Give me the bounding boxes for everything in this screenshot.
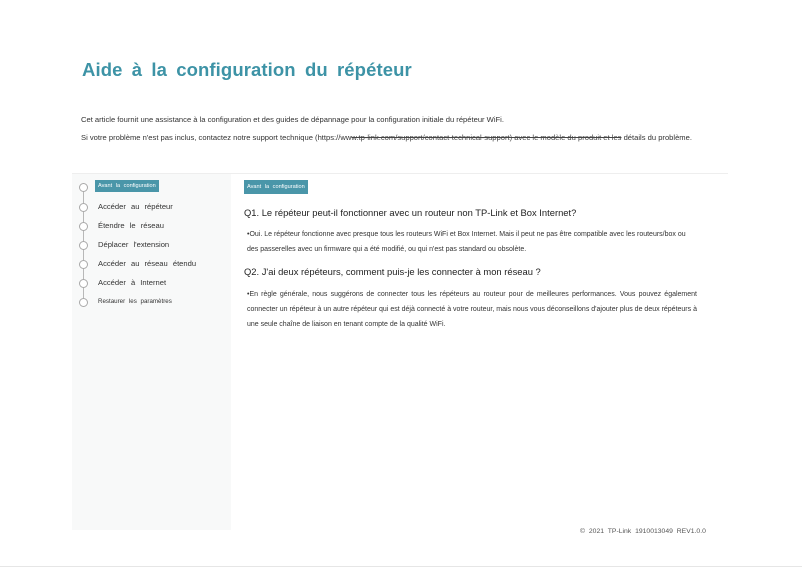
sidebar-item-label[interactable]: Restaurer les paramètres	[98, 298, 172, 305]
footer-copyright: © 2021 TP-Link 1910013049 REV1.0.0	[580, 528, 706, 535]
sidebar-item-label[interactable]: Étendre le réseau	[98, 221, 164, 230]
sidebar-item-label[interactable]: Déplacer l'extension	[98, 240, 170, 249]
faq-answer-2: •En règle générale, nous suggérons de connecter tous les répéteurs au routeur pour de meilleures performances. Vous pouvez également connecter un répéteur à un autre répéteur qui est déjà connecté à votre routeur, mais nous vous déconseillons d'ajouter plus de deux répéteurs à une seule chaîne de liaison en tenant compte de la qualité WiFi.	[247, 291, 697, 328]
page-title: Aide à la configuration du répéteur	[82, 59, 412, 80]
sidebar-item-label[interactable]: Accéder à Internet	[98, 278, 167, 287]
faq-question-2: Q2. J'ai deux répéteurs, comment puis-je les connecter à mon réseau ?	[244, 266, 541, 277]
timeline-dot-icon	[79, 222, 88, 231]
faq-question-1: Q1. Le répéteur peut-il fonctionner avec un routeur non TP-Link et Box Internet?	[244, 207, 577, 218]
timeline-dot-icon	[79, 298, 88, 307]
bottom-divider	[0, 566, 802, 567]
intro-paragraph-1: Cet article fournit une assistance à la configuration et des guides de dépannage pour la configuration initiale du répéteur WiFi.	[81, 115, 504, 124]
support-link[interactable]: w.tp-link.com/support/contact-technical-support) avec le modèle du produit et les	[351, 132, 622, 142]
timeline-dot-icon	[79, 241, 88, 250]
intro-text	[81, 111, 721, 146]
timeline-dot-icon	[79, 260, 88, 269]
intro-paragraph-2-suffix: détails du problème.	[621, 132, 692, 142]
section-badge: Avant la configuration	[244, 180, 308, 194]
faq-answer-1: •Oui. Le répéteur fonctionne avec presque tous les routeurs WiFi et Box Internet. Mais il peut ne pas être compatible avec les routeurs/box ou des passerelles avec un firmware qui a été modifié, ou qui n'est pas standard ou obsolète.	[247, 231, 686, 253]
intro-paragraph-2-prefix: Si votre problème n'est pas inclus, contactez notre support technique (https://ww	[81, 132, 352, 142]
sidebar-item-label[interactable]: Accéder au répéteur	[98, 202, 173, 211]
sidebar-active-label[interactable]: Avant la configuration	[95, 180, 159, 192]
sidebar-nav	[72, 174, 231, 530]
sidebar-item-label[interactable]: Accéder au réseau étendu	[98, 259, 197, 268]
intro-paragraph-2	[81, 129, 721, 147]
timeline-dot-icon	[79, 279, 88, 288]
timeline-dot-icon	[79, 183, 88, 192]
timeline-dot-icon	[79, 203, 88, 212]
